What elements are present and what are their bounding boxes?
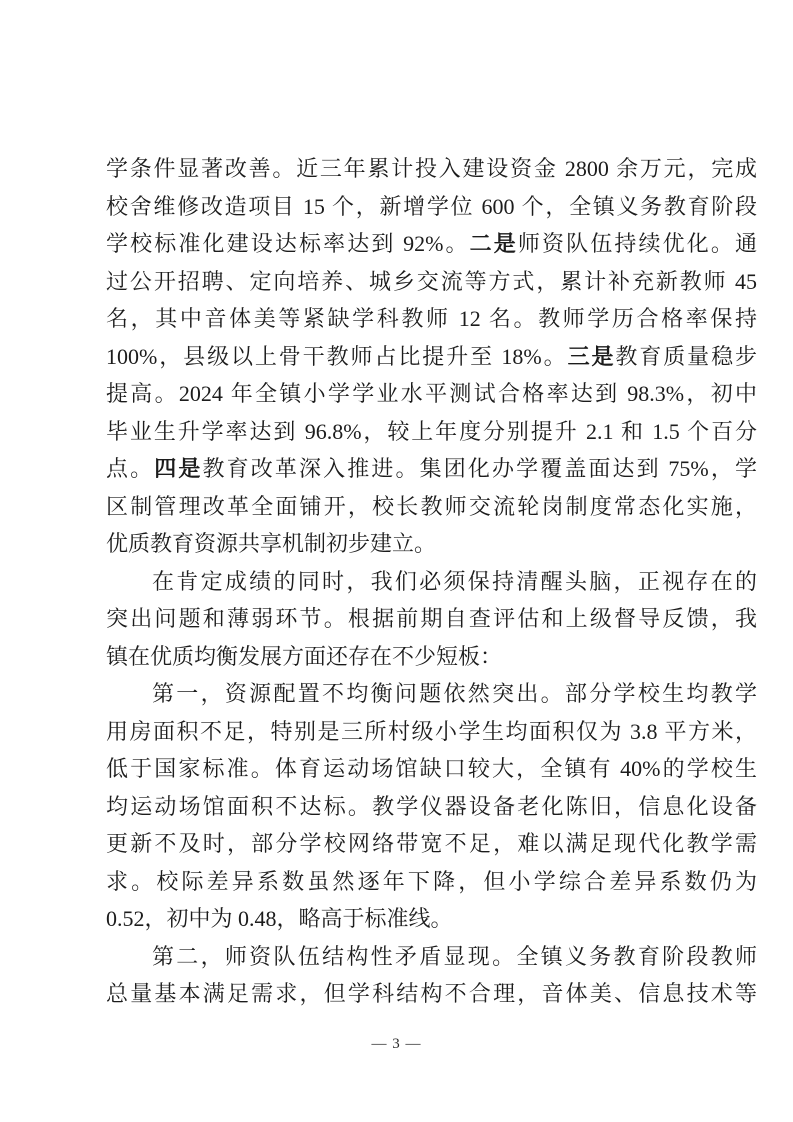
text-line (106, 225, 757, 263)
text-line (106, 600, 757, 638)
text-line (106, 450, 757, 488)
body-text: 在肯定成绩的同时，我们必须保持清醒头脑，正视存在的 (152, 568, 757, 594)
emphasis-text: 四是 (154, 456, 203, 481)
text-line (106, 488, 757, 526)
body-text: 区制管理改革全面铺开，校长教师交流轮岗制度常态化实施， (106, 493, 757, 519)
text-line (106, 863, 757, 901)
text-line (106, 150, 757, 188)
body-text: 过公开招聘、定向培养、城乡交流等方式，累计补充新教师 45 (106, 268, 757, 294)
text-line (106, 300, 757, 338)
text-line (106, 338, 757, 376)
body-text: 更新不及时，部分学校网络带宽不足，难以满足现代化教学需 (106, 831, 757, 856)
text-line (106, 825, 757, 863)
body-text: 毕业生升学率达到 96.8%，较上年度分别提升 2.1 和 1.5 个百分 (106, 418, 757, 444)
body-text: 师资队伍持续优化。通 (517, 231, 757, 256)
body-text: 总量基本满足需求，但学科结构不合理，音体美、信息技术等 (106, 981, 757, 1006)
body-text: 校舍维修改造项目 15 个，新增学位 600 个，全镇义务教育阶段 (106, 193, 757, 219)
body-text: 0.52，初中为 0.48，略高于标准线。 (106, 906, 453, 931)
body-text: 优质教育资源共享机制初步建立。 (106, 531, 437, 556)
text-line (106, 263, 757, 301)
body-text: 点。 (106, 456, 155, 481)
text-line (106, 188, 757, 226)
text-line (106, 638, 757, 676)
body-text: 第一，资源配置不均衡问题依然突出。部分学校生均教学 (152, 681, 757, 706)
text-line (106, 975, 757, 1013)
text-line (106, 525, 757, 563)
body-text: 提高。2024 年全镇小学学业水平测试合格率达到 98.3%，初中 (106, 381, 757, 406)
text-line (106, 788, 757, 826)
body-text: 名，其中音体美等紧缺学科教师 12 名。教师学历合格率保持 (106, 306, 757, 331)
text-line (106, 675, 757, 713)
emphasis-text: 三是 (567, 343, 616, 369)
body-text: 求。校际差异系数虽然逐年下降，但小学综合差异系数仍为 (106, 868, 757, 894)
body-text: 低于国家标准。体育运动场馆缺口较大，全镇有 40%的学校生 (106, 756, 757, 781)
page-number: — 3 — (371, 1036, 422, 1052)
text-line (106, 713, 757, 751)
text-line (106, 938, 757, 976)
text-line (106, 413, 757, 451)
body-text: 学校标准化建设达标率达到 92%。 (106, 231, 470, 256)
emphasis-text: 二是 (469, 231, 518, 256)
document-body (106, 150, 757, 1013)
text-line (106, 563, 757, 601)
text-line (106, 750, 757, 788)
body-text: 教育改革深入推进。集团化办学覆盖面达到 75%，学 (202, 456, 757, 481)
body-text: 第二，师资队伍结构性矛盾显现。全镇义务教育阶段教师 (152, 943, 757, 969)
text-line (106, 900, 757, 938)
text-line (106, 375, 757, 413)
body-text: 教育质量稳步 (615, 343, 757, 369)
body-text: 用房面积不足，特别是三所村级小学生均面积仅为 3.8 平方米， (106, 718, 757, 744)
body-text: 突出问题和薄弱环节。根据前期自查评估和上级督导反馈，我 (106, 606, 757, 631)
body-text: 100%，县级以上骨干教师占比提升至 18%。 (106, 343, 568, 369)
body-text: 均运动场馆面积不达标。教学仪器设备老化陈旧，信息化设备 (106, 793, 757, 819)
body-text: 镇在优质均衡发展方面还存在不少短板： (106, 643, 503, 669)
body-text: 学条件显著改善。近三年累计投入建设资金 2800 余万元，完成 (106, 156, 757, 181)
